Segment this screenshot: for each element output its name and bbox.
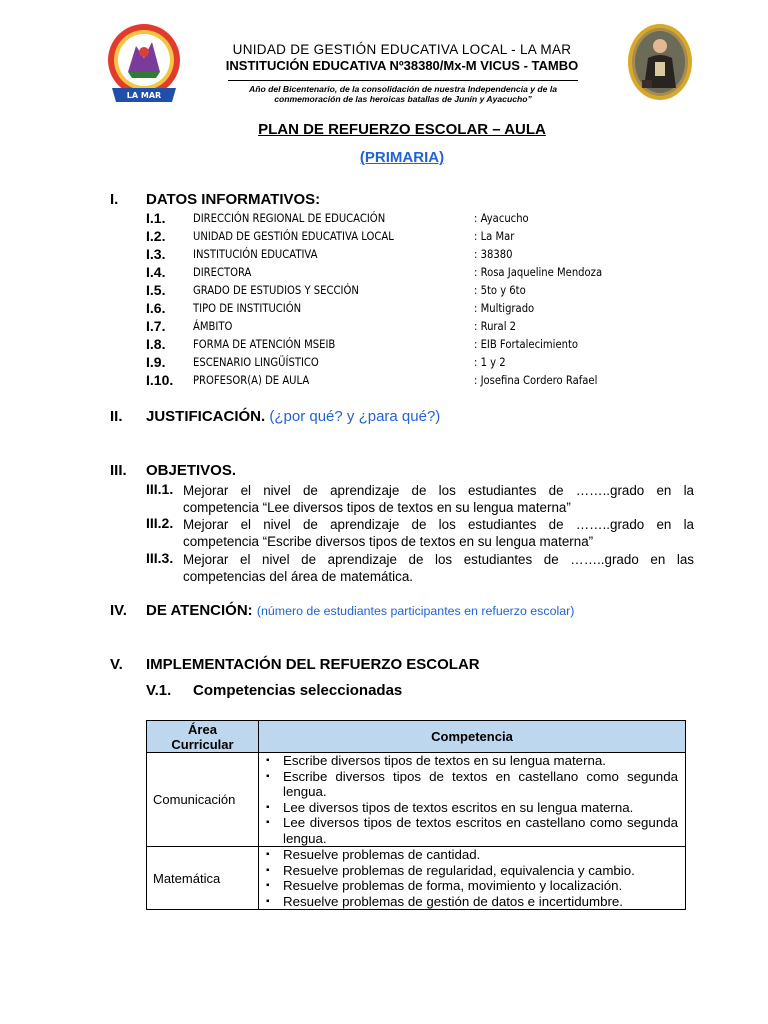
objective-line: competencia “Escribe diversos tipos de textos en su lengua materna” xyxy=(183,534,594,549)
school-name: INSTITUCIÓN EDUCATIVA Nº38380/Mx-M VICUS - TAMBO xyxy=(225,58,579,73)
section-3-title: OBJETIVOS. xyxy=(146,462,237,479)
section-2-title: JUSTIFICACIÓN. xyxy=(146,408,266,425)
table-header-area-line2: Curricular xyxy=(171,736,234,752)
section-5-number: V. xyxy=(110,656,123,673)
competency-item: ▪ Lee diversos tipos de textos escritos en castellano como segunda lengua. xyxy=(283,815,678,846)
header-divider xyxy=(228,80,578,81)
info-item-value: : Multigrado xyxy=(474,301,535,315)
info-item-label: ÁMBITO xyxy=(193,319,233,333)
info-item-label: GRADO DE ESTUDIOS Y SECCIÓN xyxy=(193,283,359,297)
school-crest xyxy=(626,22,694,102)
section-4-hint: (número de estudiantes participantes en refuerzo escolar) xyxy=(256,604,575,618)
competency-item: ▪ Escribe diversos tipos de textos en su lengua materna. xyxy=(283,753,678,769)
document-subtitle: (PRIMARIA) xyxy=(359,149,445,166)
info-item-label: INSTITUCIÓN EDUCATIVA xyxy=(193,247,318,261)
info-item-number: I.1. xyxy=(146,210,166,226)
motto-line-1: Año del Bicentenario, de la consolidación de nuestra Independencia y de la xyxy=(248,84,557,94)
info-item-number: I.4. xyxy=(146,264,166,280)
section-4-number: IV. xyxy=(110,602,127,619)
table-header-competency: Competencia xyxy=(259,721,686,753)
year-motto xyxy=(214,84,592,104)
table-row xyxy=(147,847,686,910)
objective-text xyxy=(183,551,694,585)
info-item-number: I.7. xyxy=(146,318,166,334)
competency-item: ▪ Escribe diversos tipos de textos en castellano como segunda lengua. xyxy=(283,769,678,800)
competency-item: ▪ Resuelve problemas de cantidad. xyxy=(283,847,678,863)
objective-line: Mejorar el nivel de aprendizaje de los estudiantes de ……..grado en la xyxy=(183,483,694,498)
ugel-logo xyxy=(106,22,182,110)
info-item-label: FORMA DE ATENCIÓN MSEIB xyxy=(193,337,336,351)
section-2-hint: (¿por qué? y ¿para qué?) xyxy=(269,408,441,425)
info-item-number: I.6. xyxy=(146,300,166,316)
section-2-number: II. xyxy=(110,408,123,425)
info-item-value: : Rural 2 xyxy=(474,319,517,333)
objective-number: III.1. xyxy=(146,481,174,497)
competencies-table xyxy=(146,720,686,910)
info-item-number: I.10. xyxy=(146,372,174,388)
objective-line: Mejorar el nivel de aprendizaje de los estudiantes de ……..grado en las xyxy=(183,552,694,567)
info-item-value: : 1 y 2 xyxy=(474,355,506,369)
info-item-label: TIPO DE INSTITUCIÓN xyxy=(193,301,302,315)
subsection-5-1-title: Competencias seleccionadas xyxy=(193,682,403,699)
competency-cell xyxy=(259,753,686,847)
objective-text xyxy=(183,516,694,550)
logo-left-text: LA MAR xyxy=(126,91,162,100)
section-3-number: III. xyxy=(110,462,127,479)
competency-list xyxy=(259,847,685,909)
competency-item: ▪ Resuelve problemas de forma, movimiento y localización. xyxy=(283,878,678,894)
info-item-number: I.9. xyxy=(146,354,166,370)
objective-number: III.3. xyxy=(146,550,174,566)
info-item-value: : 38380 xyxy=(474,247,513,261)
objective-line: Mejorar el nivel de aprendizaje de los estudiantes de ……..grado en la xyxy=(183,517,694,532)
info-item-value: : Rosa Jaqueline Mendoza xyxy=(474,265,603,279)
ugel-name: UNIDAD DE GESTIÓN EDUCATIVA LOCAL - LA MAR xyxy=(232,42,572,57)
competency-item: ▪ Resuelve problemas de regularidad, equivalencia y cambio. xyxy=(283,863,678,879)
area-cell: Matemática xyxy=(147,847,259,910)
info-item-number: I.3. xyxy=(146,246,166,262)
document-title: PLAN DE REFUERZO ESCOLAR – AULA xyxy=(258,121,546,138)
subsection-5-1-number: V.1. xyxy=(146,682,172,699)
competency-item: ▪ Lee diversos tipos de textos escritos en su lengua materna. xyxy=(283,800,678,816)
table-row xyxy=(147,753,686,847)
competency-cell xyxy=(259,847,686,910)
competency-list xyxy=(259,753,685,846)
info-item-label: UNIDAD DE GESTIÓN EDUCATIVA LOCAL xyxy=(193,229,394,243)
objective-line: competencia “Lee diversos tipos de textos en su lengua materna” xyxy=(183,500,571,515)
info-item-label: ESCENARIO LINGÜÍSTICO xyxy=(193,355,319,369)
info-item-value: : 5to y 6to xyxy=(474,283,526,297)
table-header-area-line1: Área xyxy=(188,721,217,737)
motto-line-2: conmemoración de las heroicas batallas de Junín y Ayacucho” xyxy=(274,94,532,104)
info-item-value: : Josefina Cordero Rafael xyxy=(474,373,598,387)
info-item-label: DIRECCIÓN REGIONAL DE EDUCACIÓN xyxy=(193,211,386,225)
section-5-title: IMPLEMENTACIÓN DEL REFUERZO ESCOLAR xyxy=(146,656,480,673)
competency-item: ▪ Resuelve problemas de gestión de datos e incertidumbre. xyxy=(283,894,678,910)
info-item-number: I.8. xyxy=(146,336,166,352)
info-item-label: PROFESOR(A) DE AULA xyxy=(193,373,310,387)
info-item-number: I.2. xyxy=(146,228,166,244)
objective-number: III.2. xyxy=(146,515,174,531)
area-cell: Comunicación xyxy=(147,753,259,847)
info-item-value: : EIB Fortalecimiento xyxy=(474,337,579,351)
info-item-label: DIRECTORA xyxy=(193,265,252,279)
objective-text xyxy=(183,482,694,516)
objective-line: competencias del área de matemática. xyxy=(183,569,413,584)
info-item-value: : Ayacucho xyxy=(474,211,529,225)
section-2-heading xyxy=(146,408,440,425)
section-1-number: I. xyxy=(110,191,119,208)
info-item-number: I.5. xyxy=(146,282,166,298)
info-item-value: : La Mar xyxy=(474,229,515,243)
section-4-title: DE ATENCIÓN: xyxy=(146,602,253,619)
table-header-area xyxy=(147,721,259,753)
section-4-heading xyxy=(146,602,574,619)
section-1-title: DATOS INFORMATIVOS: xyxy=(146,191,321,208)
